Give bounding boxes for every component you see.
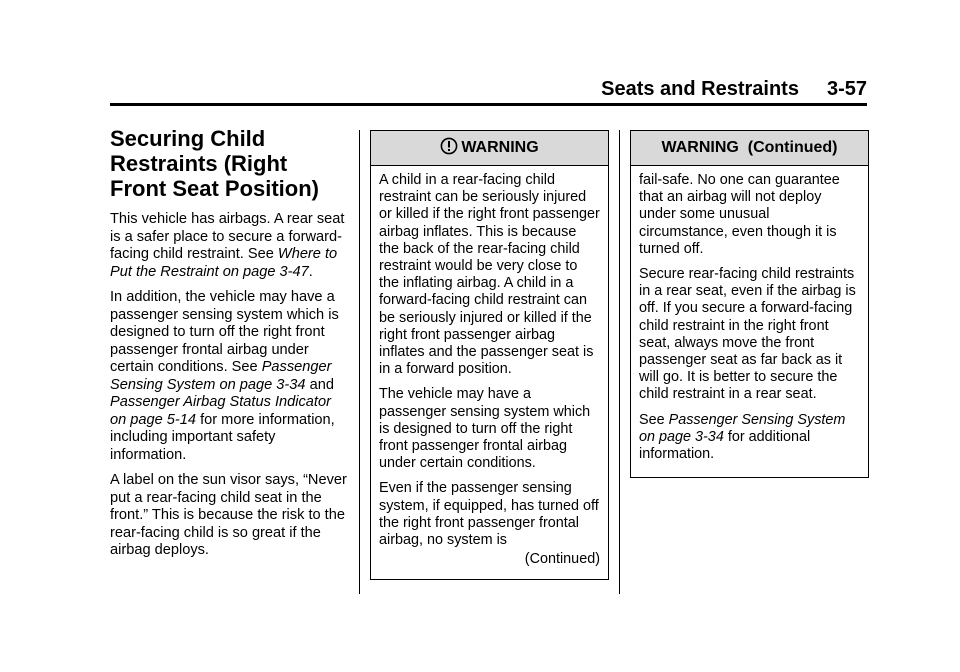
- continued-label: (Continued): [524, 551, 600, 568]
- section-title: Securing Child Restraints (Right Front Seat Position): [110, 126, 319, 201]
- paragraph-1-end: .: [308, 263, 313, 280]
- warning-continued-box: [630, 130, 869, 478]
- warning-paragraph: The vehicle may have a passenger sensing system which is designed to turn off the right front passenger frontal airbag under certain conditions.: [379, 386, 591, 472]
- warning-title: WARNING (Continued): [661, 139, 838, 156]
- warning-paragraph: Secure rear-facing child restraints in a rear seat, even if the airbag is off. If you secure a forward-facing child restraint in the right front seat, always move the front passenger seat as far back as it will go. It is better to secure the child restraint in a rear seat.: [639, 266, 856, 403]
- paragraph-2-end: for more information, including important safety information.: [110, 411, 335, 463]
- paragraph-1: [110, 211, 348, 281]
- column-divider: [619, 130, 620, 594]
- paragraph-2-text: In addition, the vehicle may have a passenger sensing system which is designed to turn off the right front passenger frontal airbag under certain conditions. See: [110, 289, 339, 375]
- warning-paragraph: A child in a rear-facing child restraint can be seriously injured or killed if the right front passenger airbag inflates. This is because the back of the rear-facing child restraint would be very close to the inflating airbag. A child in a forward-facing child restraint can be seriously injured or killed if the right front passenger airbag inflates and the passenger seat is in a forward position.: [379, 172, 600, 378]
- cross-reference-link[interactable]: Where to Put the Restraint on page 3-47: [110, 246, 338, 280]
- paragraph-end: for additional information.: [639, 428, 811, 463]
- cross-reference-link[interactable]: Passenger Sensing System on page 3-34: [639, 411, 846, 445]
- warning-header: [371, 131, 608, 166]
- section-name: Seats and Restraints: [601, 78, 799, 100]
- paragraph-3: A label on the sun visor says, “Never put a rear-facing child seat in the front.” This is because the risk to the rear-facing child is so great if the airbag deploys.: [110, 472, 347, 558]
- page-header: [110, 78, 867, 102]
- warning-paragraph: Even if the passenger sensing system, if equipped, has turned off the right front passenger frontal airbag, no system is: [379, 480, 599, 549]
- warning-paragraph: fail-safe. No one can guarantee that an airbag will not deploy under some unusual circumstance, even though it is turned off.: [639, 172, 840, 257]
- warning-paragraph: [639, 412, 860, 464]
- paragraph-text: See: [639, 411, 669, 428]
- paragraph-1-text: This vehicle has airbags. A rear seat is a safer place to secure a forward-facing child restraint. See: [110, 211, 345, 262]
- warning-title: WARNING: [461, 139, 539, 156]
- cross-reference-link[interactable]: Passenger Sensing System on page 3-34: [110, 359, 332, 393]
- warning-symbol-icon: [440, 137, 458, 155]
- left-column: [110, 126, 348, 568]
- warning-header: [631, 131, 868, 166]
- header-rule: [110, 103, 867, 106]
- column-divider: [359, 130, 360, 594]
- warning-body: [631, 166, 868, 463]
- warning-box: [370, 130, 609, 580]
- cross-reference-link[interactable]: Passenger Airbag Status Indicator on page 5-14: [110, 394, 331, 428]
- page-number: 3-57: [826, 78, 867, 100]
- paragraph-2: [110, 289, 348, 464]
- paragraph-2-mid: and: [305, 376, 334, 393]
- warning-body: [371, 166, 608, 568]
